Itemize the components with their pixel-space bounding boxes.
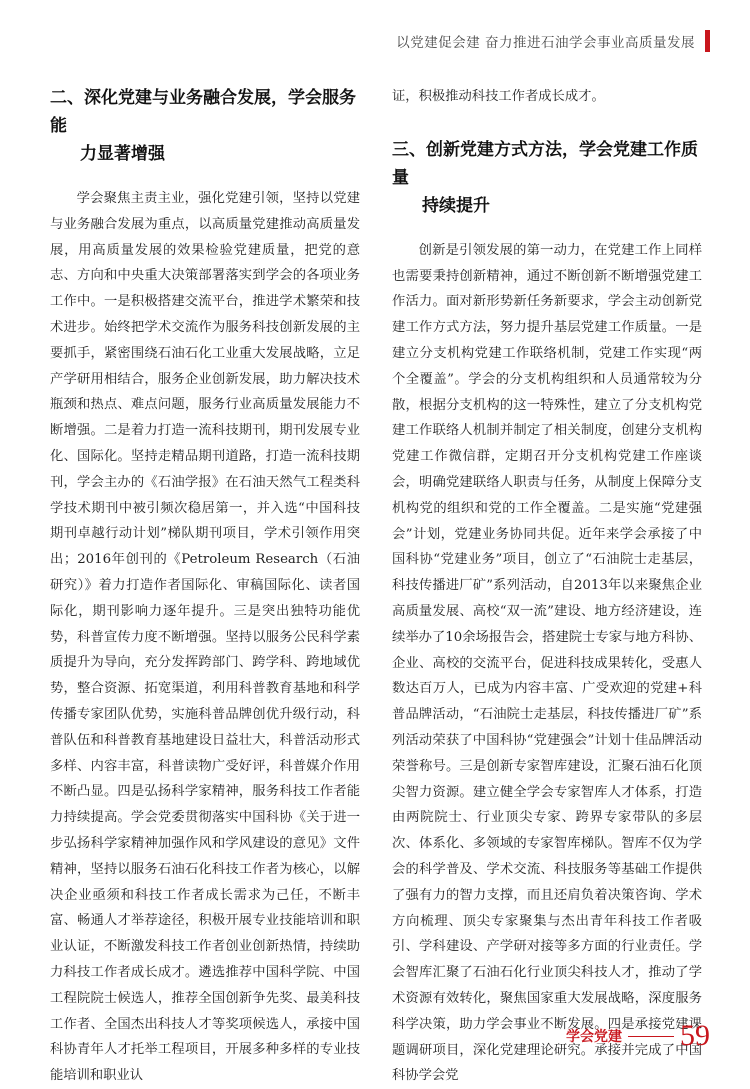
page-footer: [566, 1021, 710, 1051]
running-header: [396, 28, 710, 54]
section-heading-2-line1: 二、深化党建与业务融合发展，学会服务能: [50, 88, 356, 136]
section-heading-3-line1: 三、创新党建方式方法，学会党建工作质量: [392, 139, 698, 188]
section-heading-3-line2: 持续提升: [422, 195, 490, 216]
footer-rule: [628, 1036, 674, 1037]
section-3-paragraph: 创新是引领发展的第一动力，在党建工作上同样也需要秉持创新精神，通过不断创新不断增强党建工作活力。面对新形势新任务新要求，学会主动创新党建工作方式方法，努力提升基层党建工作质量。一是建立分支机构党建工作联络机制，党建工作实现“两个全覆盖”。学会的分支机构组织和人员通常较为分散，根据分支机构的这一特殊性，建立了分支机构党建工作联络人机制并制定了相关制度，创建分支机构党建工作微信群，定期召开分支机构党建工作座谈会，明确党建联络人职责与任务，从制度上保障分支机构党的组织和党的工作全覆盖。二是实施“党建强会”计划，党建业务协同共促。近年来学会承接了中国科协“党建业务”项目，创立了“石油院士走基层，科技传播进厂矿”系列活动，自2013年以来聚焦企业高质量发展、高校“双一流”建设、地方经济建设，连续举办了10余场报告会，搭建院士专家与地方科协、企业、高校的交流平台，促进科技成果转化，受惠人数达百万人，已成为内容丰富、广受欢迎的党建+科普品牌活动，“石油院士走基层，科技传播进厂矿”系列活动荣获了中国科协“党建强会”计划十佳品牌活动荣誉称号。三是创新专家智库建设，汇聚石油石化顶尖智力资源。建立健全学会专家智库人才体系，打造由两院院士、行业顶尖专家、跨界专家带队的多层次、体系化、多领域的专家智库梯队。智库不仅为学会的科学普及、学术交流、科技服务等基础工作提供了强有力的智力支撑，而且还肩负着决策咨询、学术方向梳理、顶尖专家聚集与杰出青年科技工作者吸引、学科建设、产学研对接等多方面的行业责任。学会智库汇聚了石油石化行业顶尖科技人才，推动了学术资源有效转化，聚焦国家重大发展战略，深度服务科学决策，助力学会事业不断发展。四是承接党建课题调研项目，深化党建理论研究。承接并完成了中国科协学会党: [392, 242, 702, 1084]
page-number: 59: [680, 1019, 710, 1052]
section-heading-3: [392, 136, 702, 220]
section-2-paragraph: 学会聚焦主责主业，强化党建引领，坚持以党建与业务融合发展为重点，以高质量党建推动高质量发展，用高质量发展的效果检验党建质量，把党的意志、方向和中央重大决策部署落实到学会的各项业务工作中。一是积极搭建交流平台，推进学术繁荣和技术进步。始终把学术交流作为服务科技创新发展的主要抓手，紧密围绕石油石化工业重大发展战略，立足产学研用相结合，服务企业创新发展，助力解决技术瓶颈和热点、难点问题，服务行业高质量发展能力不断增强。二是着力打造一流科技期刊，期刊发展专业化、国际化。坚持走精品期刊道路，打造一流科技期刊，学会主办的《石油学报》在石油天然气工程类科学技术期刊中被引频次稳居第一，并入选“中国科技期刊卓越行动计划”梯队期刊项目，学术引领作用突出；2016年创刊的《Petroleum Research（石油研究）》着力打造作者国际化、审稿国际化、读者国际化，期刊影响力逐年提升。三是突出独特功能优势，科普宣传力度不断增强。坚持以服务公民科学素质提升为导向，充分发挥跨部门、跨学科、跨地域优势，整合资源、拓宽渠道，利用科普教育基地和科学传播专家团队优势，实施科普品牌创优升级行动，科普队伍和科普教育基地建设日益壮大，科普活动形式多样、内容丰富，科普读物广受好评，科普媒介作用不断凸显。四是弘扬科学家精神，服务科技工作者能力持续提高。学会党委贯彻落实中国科协《关于进一步弘扬科学家精神加强作风和学风建设的意见》文件精神，坚持以服务石油石化科技工作者为核心，以解决企业亟须和科技工作者成长需求为己任，不断丰富、畅通人才举荐途径，积极开展专业技能培训和职业认证，不断激发科技工作者创业创新热情，持续助力科技工作者成长成才。遴选推荐中国科学院、中国工程院院士候选人，推荐全国创新争先奖、最美科技工作者、全国杰出科技人才等奖项候选人，承接中国科协青年人才托举工程项目，开展多种多样的专业技能培训和职业认: [50, 191, 360, 1084]
running-header-title: 以党建促会建 奋力推进石油学会事业高质量发展: [396, 35, 695, 51]
section-2-continuation: 证，积极推动科技工作者成长成才。: [392, 89, 605, 104]
header-accent-bar: [705, 30, 710, 52]
section-heading-2-line2: 力显著增强: [80, 144, 165, 164]
footer-section-label: 学会党建: [566, 1029, 622, 1045]
right-column: [392, 84, 702, 1089]
left-column: [50, 84, 360, 1089]
section-heading-2: [50, 84, 360, 168]
